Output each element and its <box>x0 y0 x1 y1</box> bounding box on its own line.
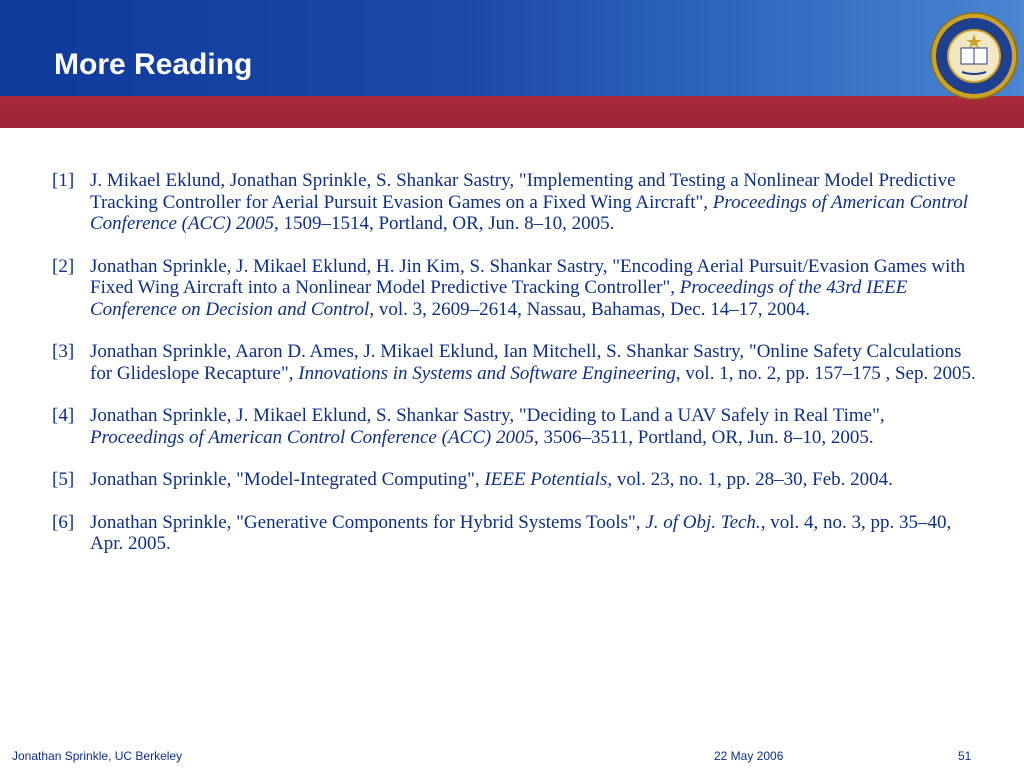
reference-item <box>52 405 982 448</box>
reference-number: [3] <box>52 341 75 362</box>
footer-page-number: 51 <box>958 749 972 763</box>
reference-item <box>52 256 982 321</box>
reference-text: Jonathan Sprinkle, Aaron D. Ames, J. Mikael Eklund, Ian Mitchell, S. Shankar Sastry, "Online Safety Calculations for Glideslope Recapture", Innovations in Systems and Software Engineering, vol. 1, no. 2, pp. 157–175 , Sep. 2005. <box>90 341 976 384</box>
footer-date: 22 May 2006 <box>714 749 784 763</box>
reference-venue: Proceedings of American Control Conference (ACC) 2005 <box>90 426 534 448</box>
footer-author: Jonathan Sprinkle, UC Berkeley <box>12 749 183 763</box>
slide-title: More Reading <box>54 48 253 81</box>
uc-berkeley-seal-icon <box>930 12 1018 100</box>
reference-number: [2] <box>52 255 75 277</box>
reference-venue: J. of Obj. Tech. <box>645 511 761 533</box>
reference-venue: Innovations in Systems and Software Engineering <box>298 362 676 384</box>
reference-venue: Proceedings of American Control Conference (ACC) 2005 <box>90 191 969 234</box>
reference-text: J. Mikael Eklund, Jonathan Sprinkle, S. Shankar Sastry, "Implementing and Testing a Nonlinear Model Predictive Tracking Controller for Aerial Pursuit Evasion Games on a Fixed Wing Aircraft", Proceedings of American Control Conference (ACC) 2005, 1509–1514, Portland, OR, Jun. 8–10, 2005. <box>90 170 969 234</box>
reference-item <box>52 170 982 235</box>
reference-number: [5] <box>52 469 75 490</box>
reference-number: [6] <box>52 511 75 533</box>
slide-header <box>0 0 1024 96</box>
reference-text: Jonathan Sprinkle, "Model-Integrated Computing", IEEE Potentials, vol. 23, no. 1, pp. 28–30, Feb. 2004. <box>90 469 893 490</box>
reference-list <box>52 170 982 576</box>
reference-number: [4] <box>52 405 75 426</box>
header-accent-band <box>0 96 1024 128</box>
reference-text: Jonathan Sprinkle, J. Mikael Eklund, H. Jin Kim, S. Shankar Sastry, "Encoding Aerial Pursuit/Evasion Games with Fixed Wing Aircraft into a Nonlinear Model Predictive Tracking Controller", Proceedings of the 43rd IEEE Conference on Decision and Control, vol. 3, 2609–2614, Nassau, Bahamas, Dec. 14–17, 2004. <box>90 255 966 320</box>
reference-number: [1] <box>52 170 75 191</box>
reference-text: Jonathan Sprinkle, "Generative Components for Hybrid Systems Tools", J. of Obj. Tech., vol. 4, no. 3, pp. 35–40, Apr. 2005. <box>90 511 952 554</box>
reference-text: Jonathan Sprinkle, J. Mikael Eklund, S. Shankar Sastry, "Deciding to Land a UAV Safely in Real Time", Proceedings of American Control Conference (ACC) 2005, 3506–3511, Portland, OR, Jun. 8–10, 2005. <box>90 405 885 448</box>
reference-item <box>52 341 982 384</box>
reference-item <box>52 512 982 555</box>
reference-item <box>52 469 982 491</box>
reference-venue: IEEE Potentials <box>484 469 608 490</box>
reference-venue: Proceedings of the 43rd IEEE Conference on Decision and Control <box>90 277 908 320</box>
